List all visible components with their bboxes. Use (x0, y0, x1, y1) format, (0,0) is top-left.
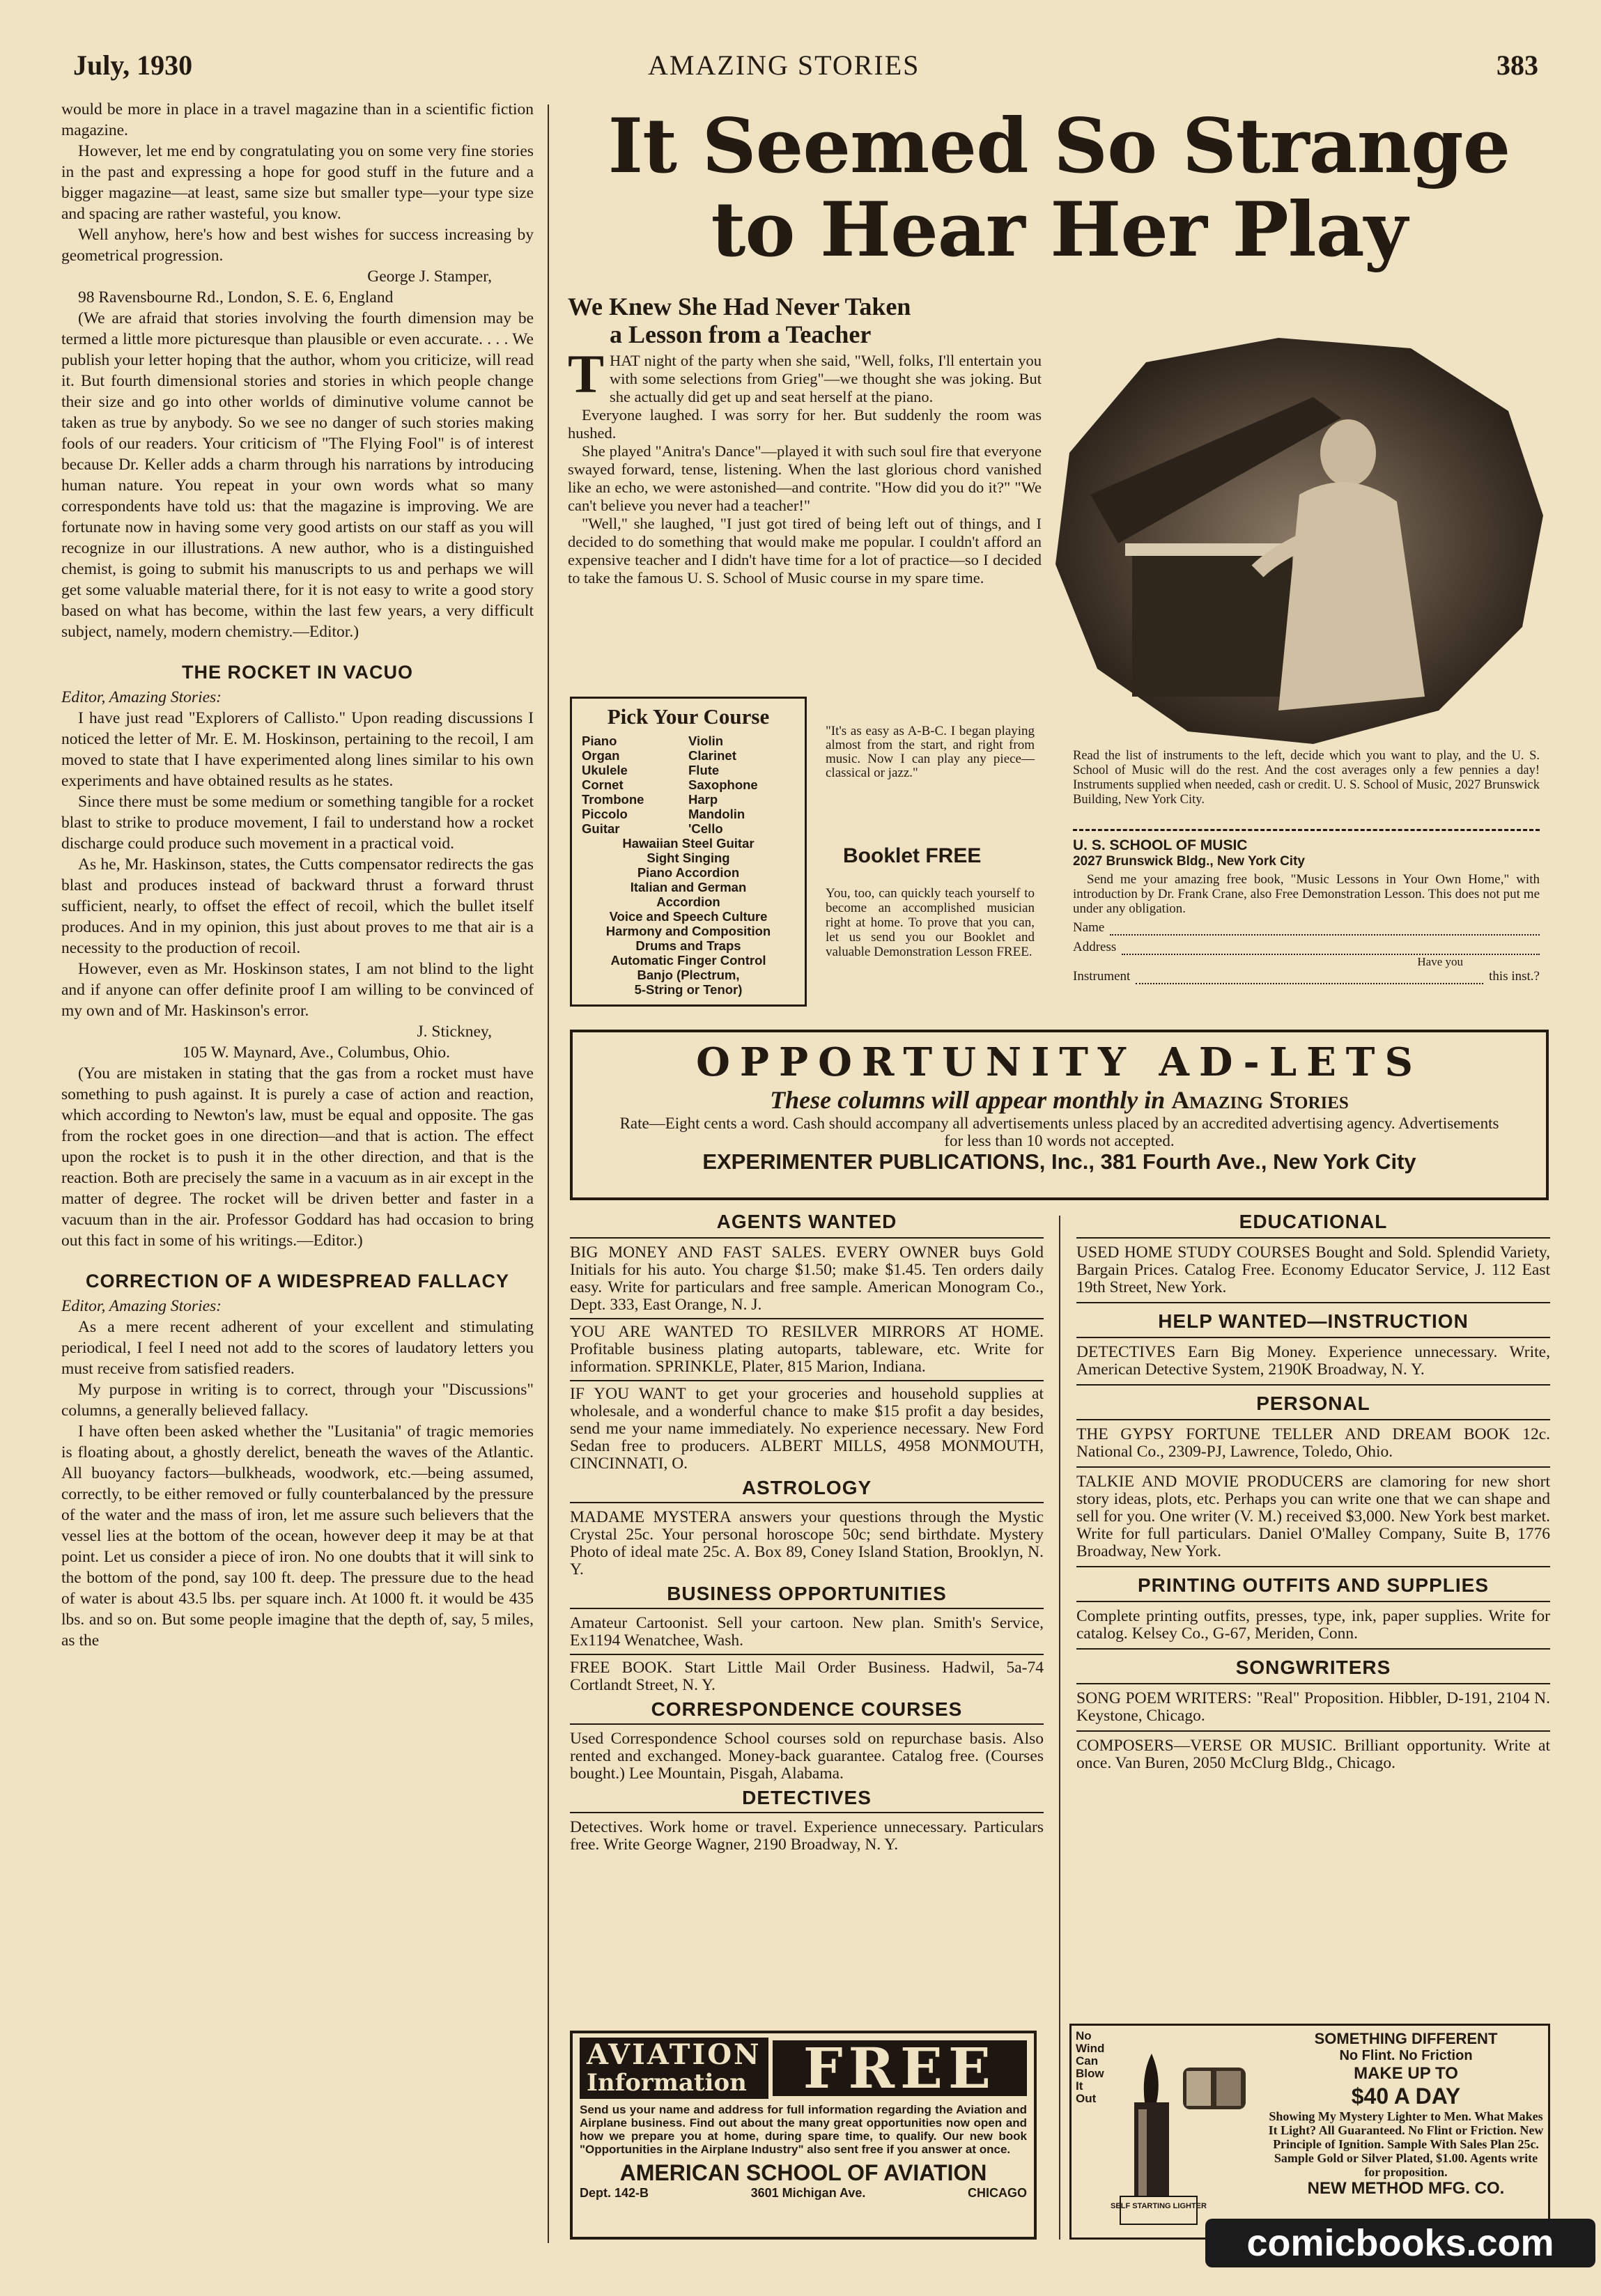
classified-ad: FREE BOOK. Start Little Mail Order Business. Hadwil, 5a-74 Cortlandt Street, N. Y. (570, 1659, 1044, 1694)
aviation-free: FREE (773, 2040, 1027, 2096)
letter-title: THE ROCKET IN VACUO (181, 662, 413, 683)
ad-subheadline: We Knew She Had Never Taken a Lesson from a Teacher (568, 293, 911, 348)
adlets-publisher: EXPERIMENTER PUBLICATIONS, Inc., 381 Fourth Ave., New York City (702, 1149, 1416, 1174)
classified-section-songwriters: SONGWRITERS (1235, 1657, 1391, 1678)
lighter-ad (1069, 2024, 1550, 2240)
letter-paragraph: However, even as Mr. Hoskinson states, I am not blind to the light and if anyone can offer definite proof I am willing to be convinced of my own and of Mr. Haskinson's error. (61, 960, 534, 1020)
letter-address: 98 Ravensbourne Rd., London, S. E. 6, England (78, 288, 394, 307)
letter-paragraph: As he, Mr. Haskinson, states, the Cutts compensator redirects the gas blast and produces instead of backward thrust a forward thrust sufficient, nearly, to offset the effect of recoil, which the bullet itself produces. And in my opinion, this just about proves to me that air is a necessity to the production of recoil. (61, 855, 534, 957)
classified-ad: TALKIE AND MOVIE PRODUCERS are clamoring for new short story ideas, plots, etc. Perhaps you can write one that we can shape and sell for you. One writer (V. M.) received $3,000. New York best market. Write for full particulars. Daniel O'Malley Company, Suite B, 1776 Broadway, New York. (1076, 1473, 1550, 1560)
letter-salutation: Editor, Amazing Stories: (61, 688, 222, 706)
classified-ad: DETECTIVES Earn Big Money. Experience unnecessary. Write, American Detective System, 2190K Broadway, N. Y. (1076, 1343, 1550, 1379)
coupon-address: 2027 Brunswick Bldg., New York City (1073, 854, 1305, 869)
coupon (1073, 837, 1540, 984)
adlets-title: OPPORTUNITY AD-LETS (696, 1039, 1423, 1085)
classified-section-help-wanted: HELP WANTED—INSTRUCTION (1158, 1310, 1469, 1332)
classified-section-personal: PERSONAL (1256, 1393, 1370, 1414)
letter-paragraph: would be more in place in a travel magazine than in a scientific fiction magazine. (61, 100, 534, 139)
letter-signature: J. Stickney, (417, 1023, 492, 1041)
adlets-rate: Rate—Eight cents a word. Cash should accompany all advertisements unless placed by an accredited advertising agency. Advertisements for less than 10 words not accepted. (619, 1115, 1499, 1149)
coupon-have-you: Have you (1417, 955, 1463, 968)
testimonial-quote: "It's as easy as A-B-C. I began playing almost from the start, and right from music. Now I can play any piece—classical or jazz." (826, 724, 1035, 780)
classified-section-business: BUSINESS OPPORTUNITIES (667, 1583, 947, 1604)
discussions-column (61, 99, 534, 1651)
adlets-subtitle: These columns will appear monthly in Amazing Stories (770, 1086, 1349, 1114)
classified-section-detectives: DETECTIVES (742, 1787, 872, 1808)
coupon-instrument-field[interactable]: Instrument this inst.? (1073, 969, 1540, 984)
classified-ad: SONG POEM WRITERS: "Real" Proposition. Hibbler, D-191, 2104 N. Keystone, Chicago. (1076, 1689, 1550, 1725)
classified-ad: COMPOSERS—VERSE OR MUSIC. Brilliant opportunity. Write at once. Van Buren, 2050 McClurg Bldg., Chicago. (1076, 1737, 1550, 1772)
lighter-label: SELF STARTING LIGHTER (1111, 2202, 1207, 2210)
piano-photo (1049, 334, 1547, 745)
classified-section-correspondence: CORRESPONDENCE COURSES (651, 1698, 963, 1720)
adlets-banner (570, 1030, 1549, 1200)
aviation-ad (570, 2031, 1037, 2240)
classified-ad: IF YOU WANT to get your groceries and household supplies at wholesale, and a wonderful chance to make $15 profit a day besides, send me your name immediately. No experience necessary. New Ford Sedan free to producers. ALBERT MILLS, 4958 MONMOUTH, CINCINNATI, O. (570, 1385, 1044, 1473)
classified-section-educational: EDUCATIONAL (1239, 1211, 1388, 1232)
editor-reply: (You are mistaken in stating that the gas from a rocket must have something to push against. It is purely a case of action and reaction, which according to Newton's law, must be equal and opposite. The gas from the rocket goes in one direction—and that is action. The effect upon the rocket is to push it in the other direction, and that is the reaction. Both are precisely the same in a vacuum as in air except in the matter of degree. The rocket will be driven better and faster in a vacuum than in the air. Professor Goddard has had occasion to bring out this fact in some of his writings.—Editor.) (61, 1064, 534, 1250)
classified-section-agents: AGENTS WANTED (716, 1211, 897, 1232)
page-number: 383 (1496, 49, 1538, 81)
coupon-name-field[interactable]: Name (1073, 920, 1540, 936)
coupon-text: Send me your amazing free book, "Music Lessons in Your Own Home," with introduction by Dr. Frank Crane, also Free Demonstration Lesson. This does not put me under any obligation. (1073, 872, 1540, 916)
classifieds-divider (1059, 1216, 1060, 2240)
ad-story-text: THAT night of the party when she said, "Well, folks, I'll entertain you with some selections from Grieg"—we thought she was joking. But she actually did get up and seat herself at the piano. Everyone laughed. I was sorry for her. But suddenly the room was hushed. She played "Anitra's Dance"—played it with such soul fire that everyone swayed forward, tense, listening. When the last glorious chord vanished like an echo, we were astonished—and contrite. "How did you do it?" "We can't believe you never had a teacher!" "Well," she laughed, "I just got tired of being left out of things, and I decided to do something that would make me popular. I couldn't afford an expensive teacher and I didn't have time for a lot of practice—so I decided to take the famous U. S. School of Music course in my spare time. (568, 343, 1042, 587)
classified-ad: YOU ARE WANTED TO RESILVER MIRRORS AT HOME. Profitable business plating autoparts, tableware, etc. Write for information. SPRINKLE, Plater, 815 Marion, Indiana. (570, 1323, 1044, 1376)
course-list-right: Violin Clarinet Flute Saxophone Harp Mandolin 'Cello (688, 734, 758, 836)
booklet-title: Booklet FREE (843, 844, 982, 867)
column-divider (548, 104, 549, 2243)
letter-paragraph: I have just read "Explorers of Callisto." Upon reading discussions I noticed the letter of Mr. E. M. Hoskinson, pertaining to the recoil, I am moved to state that I have experimented along lines similar to his own experiments and have obtained results as he states. (61, 709, 534, 790)
magazine-title: AMAZING STORIES (648, 49, 920, 81)
classified-section-astrology: ASTROLOGY (741, 1477, 872, 1498)
classifieds-right (1076, 1211, 1550, 1772)
letter-paragraph: As a mere recent adherent of your excellent and stimulating periodical, I feel I need not add to the scores of laudatory letters you must receive from satisfied readers. (61, 1318, 534, 1378)
letter-address: 105 W. Maynard, Ave., Columbus, Ohio. (183, 1044, 451, 1062)
classifieds-left (570, 1211, 1044, 1854)
classified-ad: BIG MONEY AND FAST SALES. EVERY OWNER buys Gold Initials for his auto. You charge $1.50; make $1.45. Ten orders daily easy. Write for particulars and free sample. American Monogram Co., Dept. 333, East Orange, N. J. (570, 1243, 1044, 1314)
letter-paragraph: I have often been asked whether the "Lusitania" of tragic memories is floating about, a ghostly derelict, beneath the waves of the Atlantic. All buoyancy factors—bulkheads, woodwork, etc.—being assumed, correctly, to be either removed or fully counterbalanced by the pressure of the water and the mass of iron, let me assure such believers that the vessel lies at the bottom of the ocean, however deep it may be at that point. Let us consider a piece of iron. No one doubts that it will sink to the bottom of the pond, say 100 ft. deep. The pressure due to the head of water is about 43.5 lbs. per square inch. At 1000 ft. it would be 435 lbs. and so on. But some people imagine that the depth of, say, 5 miles, as the (61, 1422, 534, 1650)
ad-headline: It Seemed So Strange to Hear Her Play (608, 102, 1510, 274)
editor-reply: (We are afraid that stories involving the fourth dimension may be termed a little more picturesque than plausible or even accurate. . . . We publish your letter hoping that the author, whom you criticize, will read it. But fourth dimensional stories and stories in which people change their size and go into other worlds of diminutive volume cannot be taken as true by anybody. So we see no danger of such stories making fools of our readers. Your criticism of "The Flying Fool" is of interest because Dr. Keller adds a charm through his narrations by introducing human nature. You repeat in your own words what so many correspondents have told us: that the magazine is improving. We are fortunate now in having some very good artists on our staff as you will recognize in our illustrations. A new author, who is a distinguished chemist, is going to submit his manuscripts to us and perhaps we will get some valuable material there, for it is not easy to write a good story based on what has become, within the last few years, a very difficult subject, namely, modern chemistry.—Editor.) (61, 309, 534, 641)
issue-date: July, 1930 (73, 49, 193, 81)
lighter-side-text: No Wind Can Blow It Out (1076, 2029, 1105, 2105)
letter-paragraph: Since there must be some medium or something tangible for a rocket blast to strike to produce movement, I fail to understand how a rocket discharge could produce such movement in a practical void. (61, 793, 534, 853)
course-list-left: Piano Organ Ukulele Cornet Trombone Piccolo Guitar (582, 734, 644, 836)
coupon-cutline (1073, 829, 1540, 831)
letter-paragraph: My purpose in writing is to correct, through your "Discussions" columns, a generally believed fallacy. (61, 1381, 534, 1420)
booklet-text: You, too, can quickly teach yourself to become an accomplished musician right at home. To prove that you can, let us send you our Booklet and valuable Demonstration Lesson FREE. (826, 886, 1035, 959)
photo-caption: Read the list of instruments to the left, decide which you want to play, and the U. S. School of Music will do the rest. And the cost averages only a few pennies a day! Instruments supplied when needed, cash or credit. U. S. School of Music, 2027 Brunswick Building, New York City. (1073, 749, 1540, 807)
classified-ad: USED HOME STUDY COURSES Bought and Sold. Splendid Variety, Bargain Prices. Catalog Free. Economy Educator Service, J. 112 East 19th Street, New York. (1076, 1243, 1550, 1296)
classified-ad: Amateur Cartoonist. Sell your cartoon. New plan. Smith's Service, Ex1194 Wenatchee, Wash. (570, 1614, 1044, 1650)
classified-ad: Used Correspondence School courses sold on repurchase basis. Also rented and exchanged. Money-back guarantee. Catalog free. (Courses bought.) Lee Mountain, Pisgah, Alabama. (570, 1730, 1044, 1783)
classified-ad: Complete printing outfits, presses, type, ink, paper supplies. Write for catalog. Kelsey Co., G-67, Meriden, Conn. (1076, 1607, 1550, 1643)
letter-signature: George J. Stamper, (367, 267, 492, 286)
course-list-center: Hawaiian Steel Guitar Sight Singing Piano Accordion Italian and German Accordion Voice and Speech Culture Harmony and Composition Drums and Traps Automatic Finger Control Banjo (Plectrum, 5-String or Tenor) (605, 836, 771, 997)
letter-salutation: Editor, Amazing Stories: (61, 1297, 222, 1315)
letter-paragraph: However, let me end by congratulating you on some very fine stories in the past and expressing a hope for good stuff in the future and a bigger magazine—at least, same size but smaller type—your type size and spacing are rather wasteful, you know. (61, 142, 534, 223)
letter-paragraph: Well anyhow, here's how and best wishes for success increasing by geometrical progression. (61, 226, 534, 265)
watermark-logo: comicbooks.com (1205, 2219, 1595, 2267)
coupon-title: U. S. SCHOOL OF MUSIC (1073, 837, 1248, 853)
classified-ad: Detectives. Work home or travel. Experience unnecessary. Particulars free. Write George Wagner, 2190 Broadway, N. Y. (570, 1818, 1044, 1854)
lighter-copy: SOMETHING DIFFERENT No Flint. No Friction MAKE UP TO $40 A DAY Showing My Mystery Lighter to Men. What Makes It Light? All Guaranteed. No Flint or Friction. New Principle of Ignition. Sample With Sales Plan 25c. Sample Gold or Silver Plated, $1.00. Agents write for proposition. NEW METHOD MFG. CO. (1268, 2030, 1544, 2198)
aviation-banner: AVIATION Information (580, 2038, 768, 2099)
course-list-title: Pick Your Course (607, 704, 770, 729)
course-list-box (570, 697, 807, 1007)
classified-ad: THE GYPSY FORTUNE TELLER AND DREAM BOOK 12c. National Co., 2309-PJ, Lawrence, Toledo, Ohio. (1076, 1425, 1550, 1461)
aviation-school: AMERICAN SCHOOL OF AVIATION (619, 2160, 987, 2185)
classified-section-printing: PRINTING OUTFITS AND SUPPLIES (1138, 1574, 1489, 1596)
lighter-illustration (1106, 2040, 1260, 2235)
drop-cap: T (568, 343, 605, 404)
letter-title: CORRECTION OF A WIDESPREAD FALLACY (85, 1271, 509, 1292)
coupon-address-field[interactable]: Address (1073, 940, 1540, 955)
aviation-address: Dept. 142-B 3601 Michigan Ave. CHICAGO (580, 2186, 1027, 2200)
classified-ad: MADAME MYSTERA answers your questions through the Mystic Crystal 25c. Your personal horoscope 50c; send birthdate. Mystery Photo of ideal mate 25c. A. Box 89, Coney Island Station, Brooklyn, N. Y. (570, 1508, 1044, 1578)
aviation-text: Send us your name and address for full information regarding the Aviation and Airplane business. Find out about the many great opportunities now open and how we prepare you at home, during spare time, to qualify. Our new book "Opportunities in the Airplane Industry" also sent free if you answer at once. (580, 2103, 1027, 2156)
